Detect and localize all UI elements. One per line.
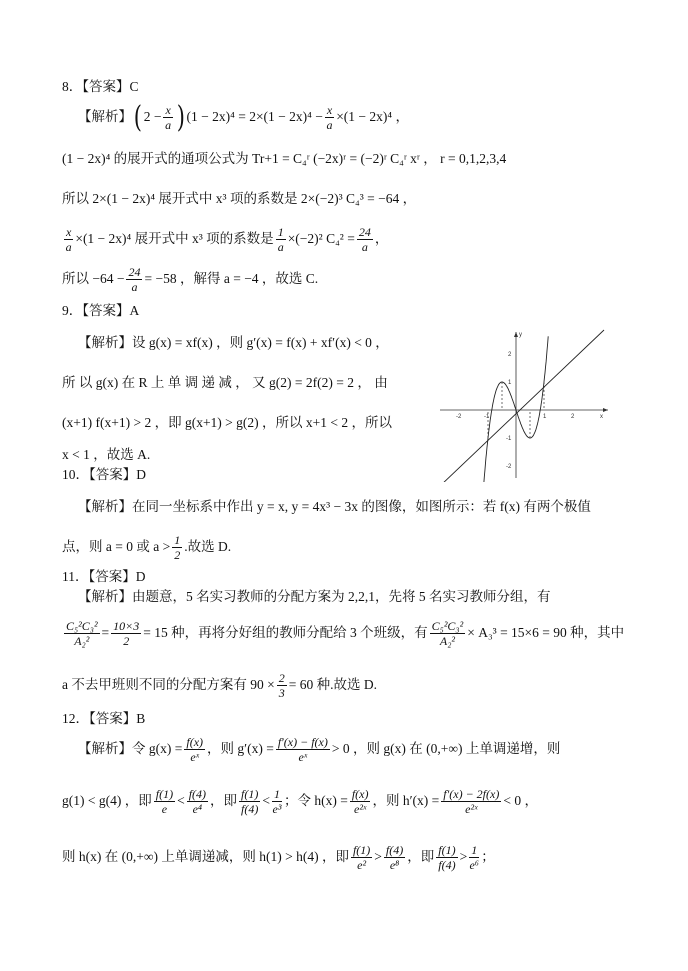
q11-l3-start: a 不去甲班则不同的分配方案有 90 × (62, 677, 275, 692)
q12-f8 (441, 787, 501, 816)
q12-f11-num: f(1) (438, 843, 456, 858)
q8-frac-x-a-2 (325, 103, 334, 132)
q12-l2-a: g(1) < g(4) ，即 (62, 793, 152, 808)
q8-frac-x-a-3-den: a (65, 240, 72, 255)
q9-line4: x < 1 ，故选 A. (62, 447, 151, 462)
q8-l1-left: 2 − (143, 109, 162, 124)
q12-f1 (184, 735, 205, 764)
q12-f5-num: f(1) (241, 787, 259, 802)
q11-frac4 (277, 671, 287, 700)
q12-l3-gt: > (374, 849, 382, 864)
q12-f9-num: f(1) (352, 843, 371, 858)
q12-l3-gt2: > (459, 849, 468, 864)
q12-f8-den: e²ˣ (465, 802, 478, 817)
q9-line3: (x+1) f(x+1) > 2 ，即 g(x+1) > g(2) ，所以 x+1 < 2 ，所以 (62, 415, 393, 430)
q8-frac-x-a-3-num: x (66, 225, 72, 240)
q10-l2-start: 点，则 a = 0 或 a > (62, 539, 171, 554)
q12-f5-den: f(4) (241, 802, 259, 817)
q11-l2-end: × A₃³ = 15×6 = 90 种，其中 (467, 625, 625, 640)
line-y-equals-x (440, 330, 604, 482)
q12-f4-den: e⁴ (192, 802, 203, 817)
tick-y-1: 1 (508, 380, 512, 386)
q9-line1: 【解析】设 g(x) = xf(x) ，则 g′(x) = f(x) + xf′(x) < 0 ， (78, 335, 389, 350)
q8-line1 (78, 100, 409, 134)
q12-l3-a: 则 h(x) 在 (0,+∞) 上单调递减，则 h(1) > h(4) ，即 (62, 849, 349, 864)
q11-frac1 (64, 619, 100, 648)
q12-f12-num: 1 (471, 843, 478, 858)
q11-eq1: = (101, 625, 110, 640)
q12-l2-d: ，则 h′(x) = (372, 793, 440, 808)
q8-explain-label: 【解析】 (78, 109, 132, 124)
q12-answer: 12．【答案】B (62, 711, 146, 726)
q11-l3-end: = 60 种.故选 D. (288, 677, 377, 692)
q12-line3 (62, 838, 495, 876)
q12-l1-a: 【解析】令 g(x) = (78, 741, 183, 756)
q12-l2-b: ，即 (210, 793, 238, 808)
q12-line2 (62, 782, 538, 820)
q12-f11-den: f(4) (438, 858, 456, 873)
q8-l4-mid: ×(1 − 2x)⁴ 展开式中 x³ 项的系数是 (75, 231, 274, 246)
q8-l5-start: 所以 −64 − (62, 271, 125, 286)
q12-f2-den: eˣ (298, 750, 308, 765)
q8-rparen: ) (176, 99, 185, 135)
tick-y-2: 2 (508, 352, 512, 358)
q12-l2-lt: < (177, 793, 185, 808)
q12-line1 (78, 730, 560, 768)
q12-l2-e: < 0 ， (503, 793, 538, 808)
q8-frac-24-a (357, 225, 373, 254)
q12-f8-num: f′(x) − 2f(x) (443, 787, 500, 802)
q8-frac-1-a (276, 225, 286, 254)
q9-answer: 9．【答案】A (62, 303, 140, 318)
q12-f4-num: f(4) (188, 787, 207, 802)
q11-line2 (62, 614, 624, 652)
q8-frac-24-a-2 (126, 265, 142, 294)
q8-frac-x-a-2-num: x (326, 103, 333, 118)
q12-f6-den: e³ (272, 802, 282, 817)
q11-frac1-den: A₂² (74, 634, 90, 649)
q12-f7-den: e²ˣ (354, 802, 367, 817)
q8-line2: (1 − 2x)⁴ 的展开式的通项公式为 Tr+1 = C₄ʳ (−2x)ʳ = (−2)ʳ C₄ʳ xʳ ， r = 0,1,2,3,4 (62, 151, 507, 166)
q8-l1-tail: ×(1 − 2x)⁴ ， (336, 109, 409, 124)
q12-f10-num: f(4) (385, 843, 404, 858)
q8-lparen: ( (133, 99, 142, 135)
q12-f10 (384, 843, 405, 872)
tick-x-1: 1 (543, 414, 547, 420)
q8-l4-mid2: ×(−2)² C₄² = (287, 231, 355, 246)
q12-f2 (276, 735, 330, 764)
x-axis-label: x (600, 414, 603, 420)
y-axis-label: y (519, 332, 522, 338)
q10-l2-end: .故选 D. (184, 539, 232, 554)
q12-f3-num: f(1) (155, 787, 174, 802)
tick-y-m2: -2 (506, 464, 512, 470)
q10-line2 (62, 530, 231, 564)
q8-l5-end: = −58 ，解得 a = −4 ，故选 C. (144, 271, 319, 286)
q9-line2: 所 以 g(x) 在 R 上 单 调 递 减 ， 又 g(2) = 2f(2) = 2 ， 由 (62, 375, 388, 390)
q8-frac-1-a-den: a (277, 240, 284, 255)
q8-line4 (62, 222, 388, 256)
q12-f9-den: e² (357, 858, 367, 873)
q10-line1: 【解析】在同一坐标系中作出 y = x, y = 4x³ − 3x 的图像，如图所示：若 f(x) 有两个极值 (78, 499, 591, 514)
q8-line3: 所以 2×(1 − 2x)⁴ 展开式中 x³ 项的系数是 2×(−2)³ C₄³ = −64 ， (62, 191, 417, 206)
q8-frac-24-a-den: a (361, 240, 368, 255)
q11-frac2-num: 10×3 (113, 619, 140, 634)
q11-frac3-den: A₂² (439, 634, 455, 649)
q8-frac-24-a-2-num: 24 (128, 265, 141, 280)
q12-f12 (469, 843, 479, 872)
q10-frac-1-2 (172, 533, 182, 562)
y-axis-arrow (514, 332, 518, 337)
q12-f1-den: eˣ (190, 750, 200, 765)
q8-l4-end: ， (374, 231, 389, 246)
tick-y-m1: -1 (506, 436, 512, 442)
q12-f11 (436, 843, 457, 872)
q8-frac-x-a-num: x (165, 103, 171, 118)
q12-f6-num: 1 (273, 787, 280, 802)
q12-f1-num: f(x) (186, 735, 204, 750)
q11-answer: 11．【答案】D (62, 569, 146, 584)
x-axis-arrow (603, 408, 608, 412)
q12-f12-den: e⁶ (469, 858, 479, 873)
q11-frac3-num: C₅²C₃² (431, 619, 464, 634)
q8-frac-24-a-2-den: a (131, 280, 138, 295)
tick-x-m1: -1 (484, 414, 490, 420)
q11-line3 (62, 668, 377, 702)
function-graph (436, 326, 612, 482)
q12-l1-c: > 0 ，则 g(x) 在 (0,+∞) 上单调递增，则 (331, 741, 561, 756)
q12-l1-b: ，则 g′(x) = (207, 741, 274, 756)
q11-l2-mid: = 15 种，再将分好组的教师分配给 3 个班级，有 (143, 625, 428, 640)
q12-f9 (351, 843, 372, 872)
function-graph-svg (436, 326, 612, 482)
q8-l1-rest: (1 − 2x)⁴ = 2×(1 − 2x)⁴ − (186, 109, 323, 124)
q10-answer: 10．【答案】D (62, 467, 146, 482)
q11-frac2 (111, 619, 141, 648)
tick-x-m2: -2 (456, 414, 462, 420)
q12-f3-den: e (161, 802, 168, 817)
q8-frac-x-a (163, 103, 172, 132)
q12-f5 (239, 787, 260, 816)
q12-f7 (350, 787, 371, 816)
q8-frac-1-a-num: 1 (277, 225, 284, 240)
q8-line5 (62, 262, 318, 296)
q12-f10-den: e⁸ (389, 858, 400, 873)
q11-frac1-num: C₅²C₃² (66, 619, 98, 634)
q12-l2-c: ；令 h(x) = (283, 793, 348, 808)
q12-l3-c: ； (481, 849, 495, 864)
q8-frac-x-a-den: a (165, 118, 172, 133)
tick-x-2: 2 (571, 414, 575, 420)
q8-frac-x-a-3 (64, 225, 73, 254)
q11-frac3 (430, 619, 466, 648)
q8-frac-x-a-2-den: a (326, 118, 333, 133)
q8-frac-24-a-num: 24 (358, 225, 371, 240)
q10-frac-num: 1 (174, 533, 181, 548)
q12-f7-num: f(x) (351, 787, 369, 802)
q12-l3-b: ，即 (407, 849, 435, 864)
q12-f2-num: f′(x) − f(x) (277, 735, 328, 750)
q12-f4 (187, 787, 208, 816)
q12-f6 (272, 787, 282, 816)
q12-f3 (154, 787, 175, 816)
q11-frac4-num: 2 (278, 671, 285, 686)
q12-l2-lt2: < (262, 793, 270, 808)
q11-frac2-den: 2 (123, 634, 130, 649)
q10-frac-den: 2 (174, 548, 181, 563)
q8-answer: 8．【答案】C (62, 79, 139, 94)
q11-line1: 【解析】由题意，5 名实习教师的分配方案为 2,2,1，先将 5 名实习教师分组，有 (78, 589, 551, 604)
q11-frac4-den: 3 (278, 686, 285, 701)
